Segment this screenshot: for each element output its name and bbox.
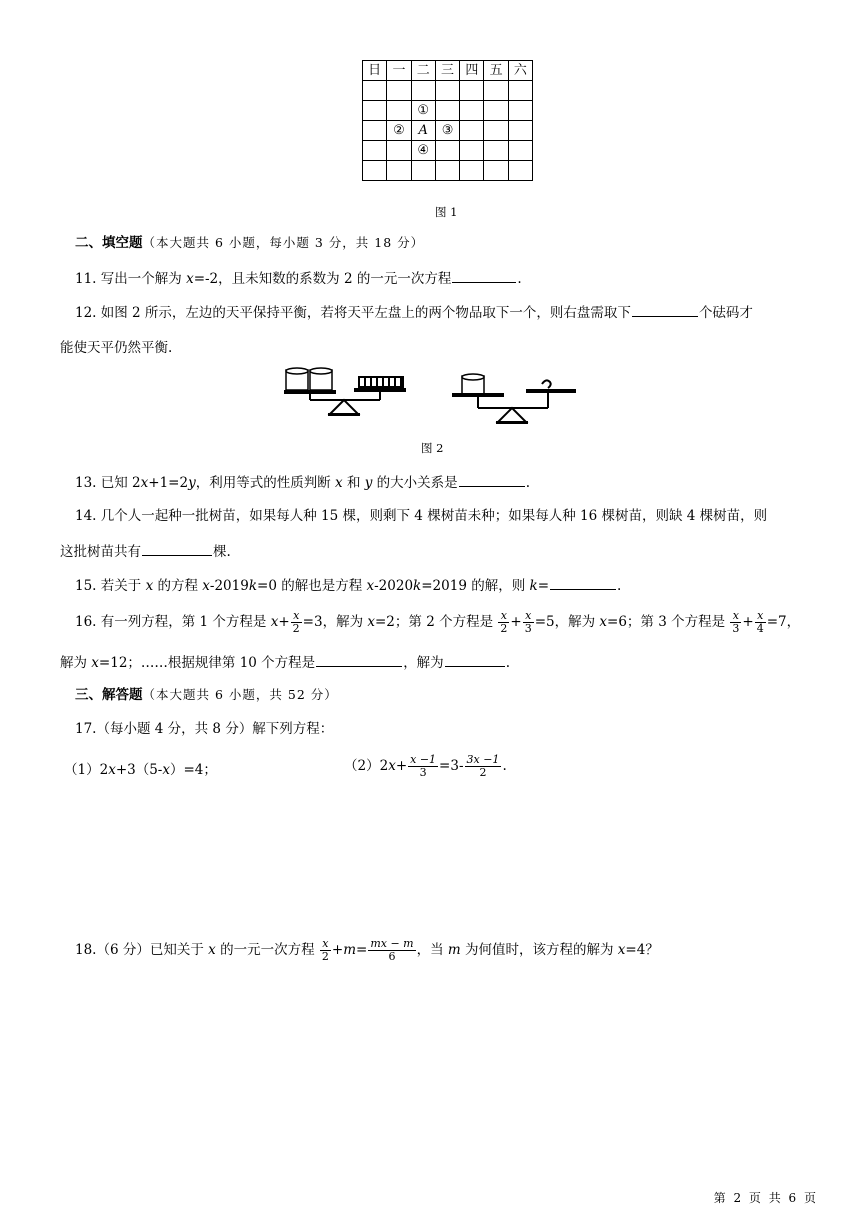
fraction: $\frac{x}{3}$: [732, 609, 740, 635]
mark-a: A: [411, 121, 435, 141]
mark-4: ④: [411, 141, 435, 161]
question-17-part2: （2）2x+ $\frac{x -1}{3}$ =3- $\frac{3x -1}{2}$ .: [344, 753, 507, 779]
figure2-caption: 图 2: [421, 441, 444, 455]
day-fri: 五: [484, 61, 508, 81]
question-17: 17.（每小题 4 分，共 8 分）解下列方程：: [75, 721, 334, 737]
answer-blank[interactable]: [452, 268, 516, 283]
unbalanced-scale: [452, 374, 576, 424]
calendar-grid: [362, 60, 533, 181]
calendar-row: [363, 141, 533, 161]
answer-blank[interactable]: [316, 652, 402, 667]
question-16-line2: 解为 x=12；……根据规律第 10 个方程是 ，解为 .: [60, 652, 510, 673]
question-18: 18.（6 分）已知关于 x 的一元一次方程 $\frac{x}{2}$ +m= $\frac{mx - m}{6}$ ，当 m 为何值时，该方程的解为 x=4？: [75, 937, 659, 963]
section2-heading: 二、填空题（本大题共 6 小题，每小题 3 分，共 18 分）: [75, 235, 425, 251]
fraction: $\frac{x}{2}$: [321, 937, 329, 963]
question-12: 12. 如图 2 所示，左边的天平保持平衡，若将天平左盘上的两个物品取下一个，则右盘需取下 个砝码才: [75, 302, 753, 323]
mark-2: ②: [387, 121, 411, 141]
fraction: $\frac{x -1}{3}$: [410, 753, 437, 779]
question-15: 15. 若关于 x 的方程 x-2019k=0 的解也是方程 x-2020k=2019 的解，则 k= .: [75, 575, 621, 596]
question-11: 11. 写出一个解为 x=-2，且未知数的系数为 2 的一元一次方程 .: [75, 268, 522, 289]
day-tue: 二: [411, 61, 435, 81]
calendar-row: [363, 121, 533, 141]
day-thu: 四: [460, 61, 484, 81]
question-12-line2: 能使天平仍然平衡.: [60, 340, 173, 356]
calendar-row: [363, 101, 533, 121]
section3-heading: 三、解答题（本大题共 6 小题，共 52 分）: [75, 687, 338, 703]
answer-blank[interactable]: [142, 541, 212, 556]
day-mon: 一: [387, 61, 411, 81]
question-14-line2: 这批树苗共有 棵.: [60, 541, 231, 562]
mark-1: ①: [411, 101, 435, 121]
fraction: $\frac{x}{2}$: [292, 609, 300, 635]
day-wed: 三: [435, 61, 459, 81]
day-sun: 日: [363, 61, 387, 81]
page-footer: 第 2 页 共 6 页: [713, 1191, 818, 1205]
balance-scales-figure: [280, 362, 580, 428]
question-14: 14. 几个人一起种一批树苗，如果每人种 15 棵，则剩下 4 棵树苗未种；如果每人种 16 棵树苗，则缺 4 棵树苗，则: [75, 508, 768, 524]
calendar-row: [363, 81, 533, 101]
answer-blank[interactable]: [445, 652, 505, 667]
calendar-header-row: [363, 61, 533, 81]
question-13: 13. 已知 2x+1=2y，利用等式的性质判断 x 和 y 的大小关系是 .: [75, 472, 530, 493]
answer-blank[interactable]: [459, 472, 525, 487]
mark-3: ③: [435, 121, 459, 141]
fraction: $\frac{3x -1}{2}$: [466, 753, 500, 779]
fraction: $\frac{x}{3}$: [524, 609, 532, 635]
figure1-caption: 图 1: [435, 205, 458, 219]
fraction: $\frac{x}{4}$: [756, 609, 764, 635]
question-17-part1: （1）2x+3（5-x）=4；: [64, 762, 217, 778]
answer-blank[interactable]: [550, 575, 616, 590]
day-sat: 六: [508, 61, 532, 81]
fraction: $\frac{mx - m}{6}$: [370, 937, 414, 963]
question-16: 16. 有一列方程，第 1 个方程是 x+ $\frac{x}{2}$ =3，解为 x=2；第 2 个方程是 $\frac{x}{2}$ + $\frac{x}{3}$ =5，解为 x=6；第 3 个方程是 $\frac{x}{3}$ + $\frac{x}{4}$ =7，: [75, 609, 801, 635]
answer-blank[interactable]: [632, 302, 698, 317]
calendar-row: [363, 161, 533, 181]
fraction: $\frac{x}{2}$: [500, 609, 508, 635]
balanced-scale: [284, 368, 406, 416]
